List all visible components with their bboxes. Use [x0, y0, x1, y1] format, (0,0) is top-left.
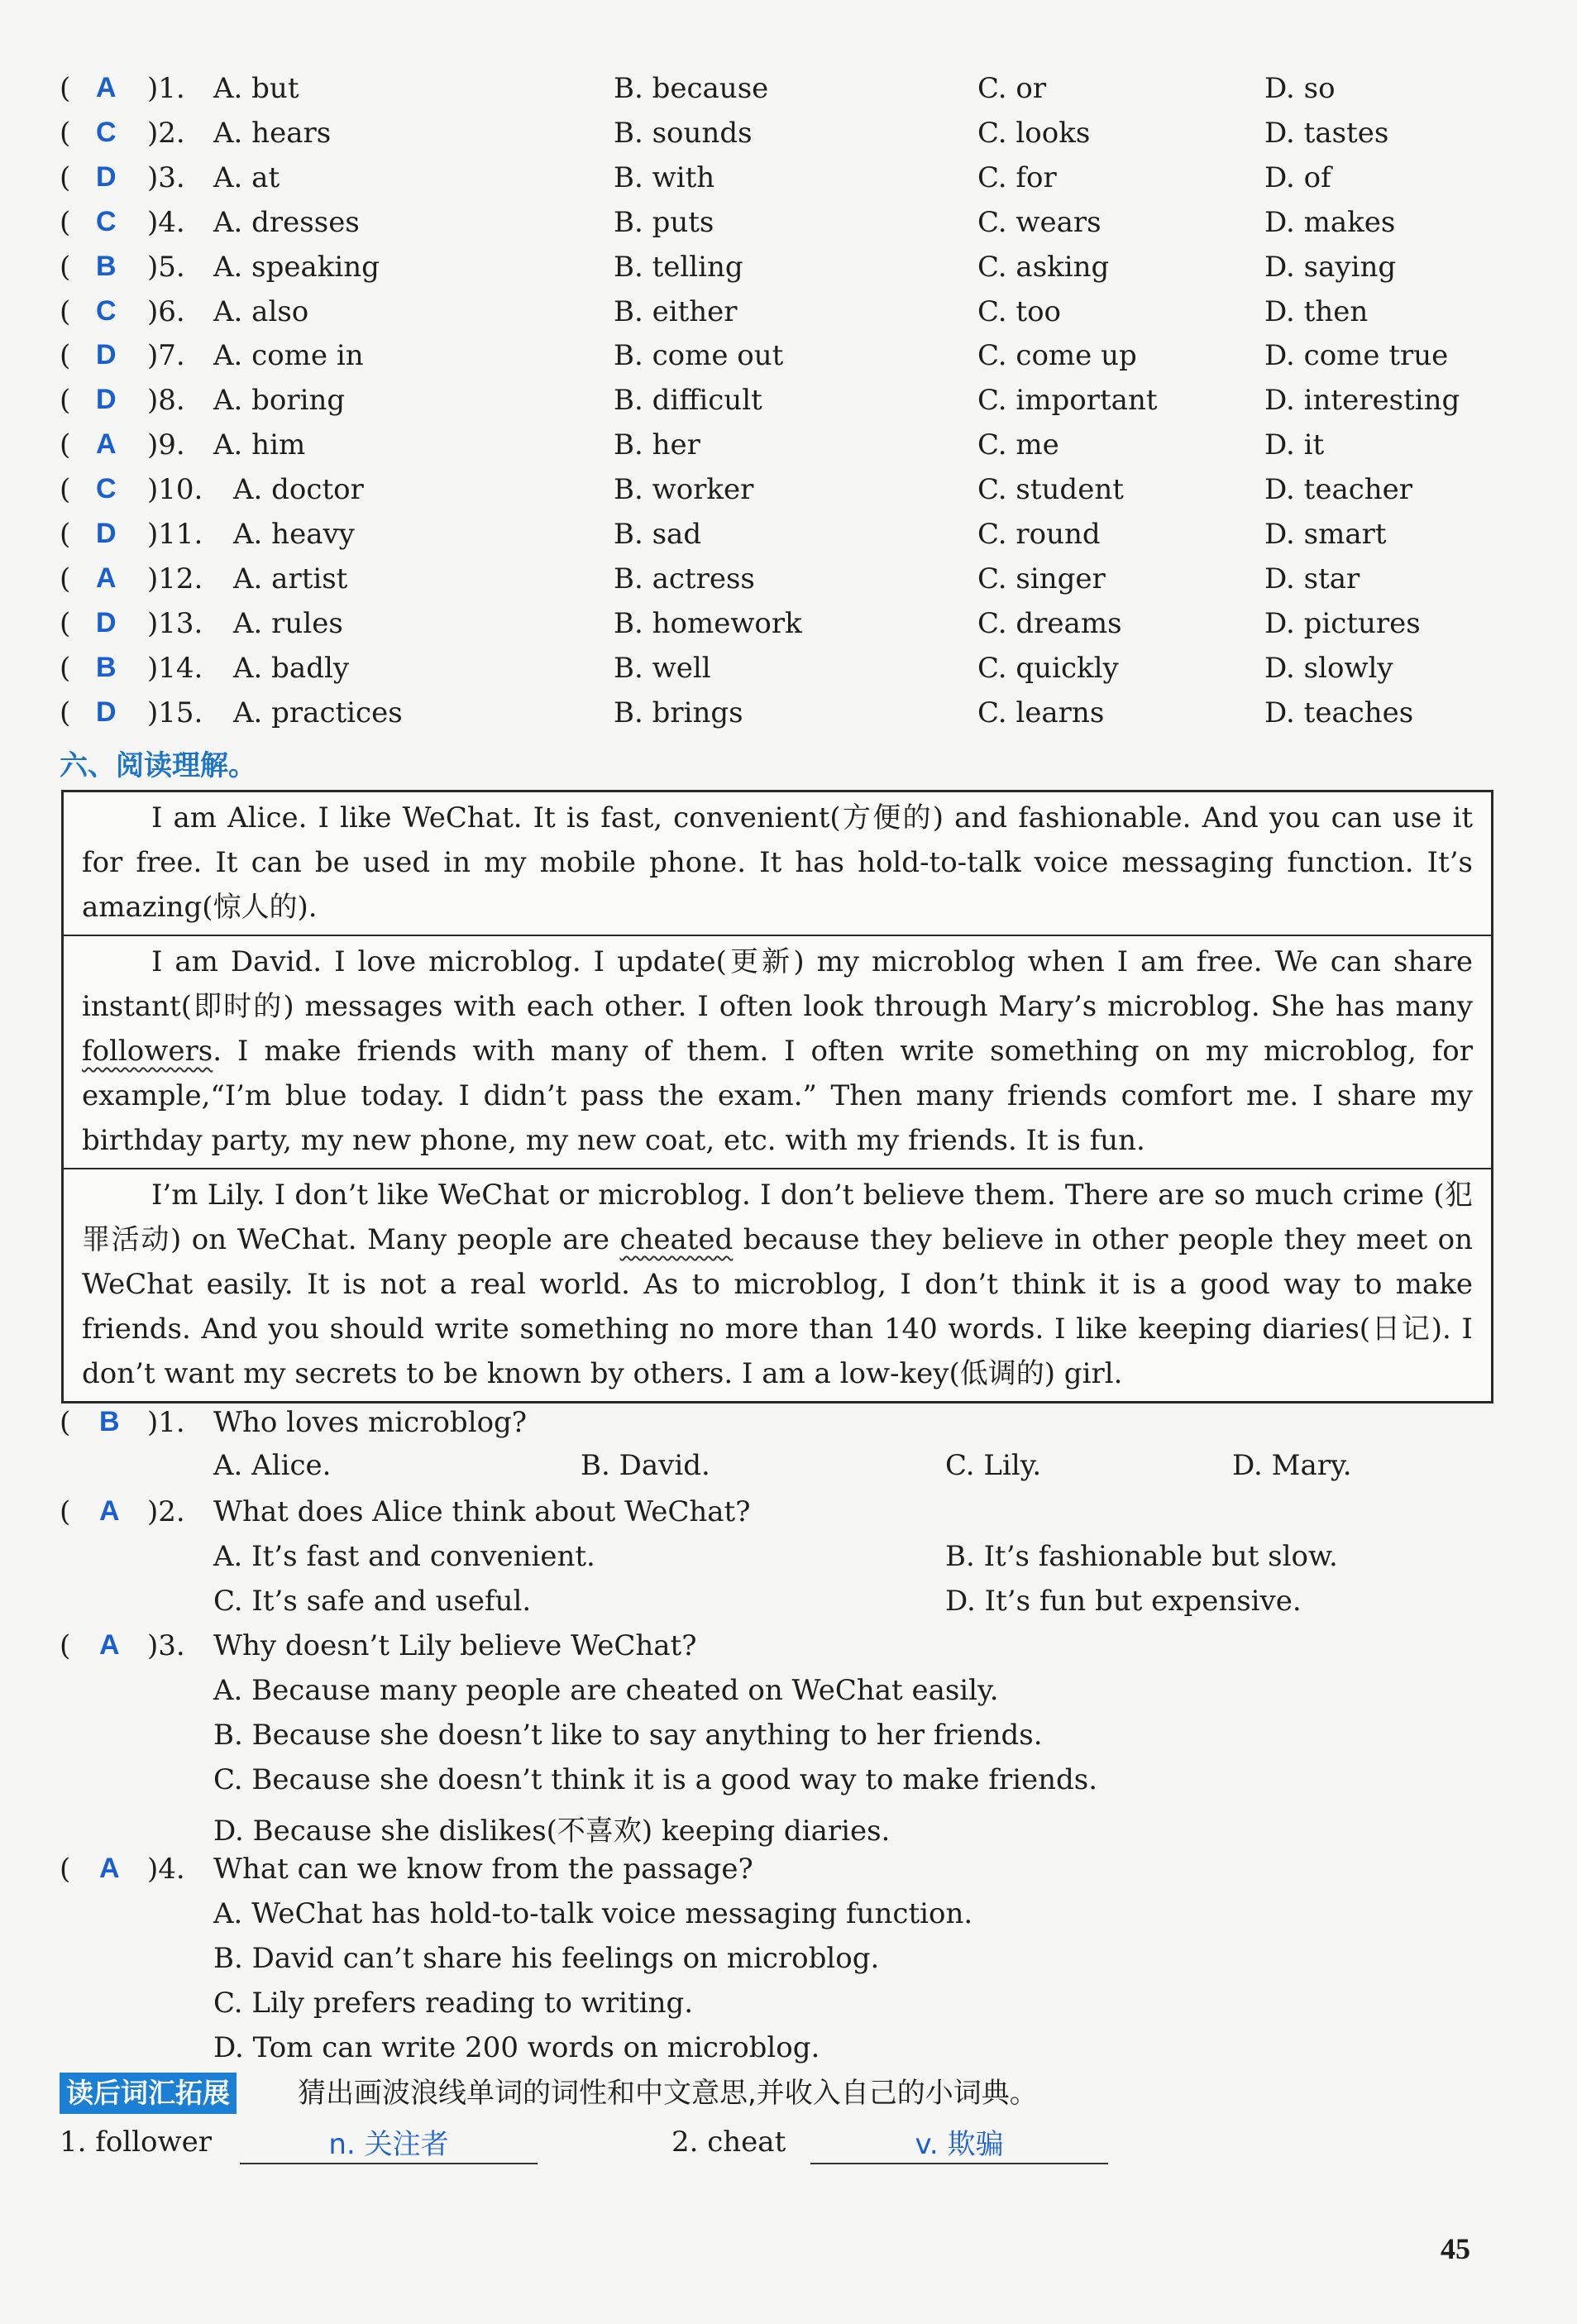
option-a: A. rules — [233, 606, 343, 640]
paren-open: ( — [60, 339, 71, 373]
question-number: )15. — [147, 696, 203, 729]
reading-passages — [61, 790, 1493, 1403]
option-c: C. me — [977, 428, 1059, 462]
answer-option: B. David. — [581, 1449, 710, 1482]
cloze-row — [60, 384, 1515, 428]
option-b: B. sounds — [614, 116, 753, 150]
answer-option: C. Lily prefers reading to writing. — [213, 1987, 694, 2020]
answer-letter: C — [96, 294, 117, 327]
option-c: C. student — [977, 473, 1124, 507]
option-b: B. her — [614, 428, 700, 462]
paren-open: ( — [60, 250, 71, 284]
paren-open: ( — [60, 1406, 71, 1439]
paren-open: ( — [60, 428, 71, 462]
option-d: D. so — [1264, 72, 1336, 105]
question-number: )13. — [147, 606, 203, 640]
cloze-row — [60, 251, 1515, 295]
option-c: C. looks — [977, 116, 1091, 150]
answer-option: A. Because many people are cheated on WeChat easily. — [213, 1674, 999, 1707]
option-b: B. actress — [614, 562, 755, 595]
option-b: B. sad — [614, 518, 702, 551]
cloze-row — [60, 339, 1515, 384]
option-d: D. teacher — [1264, 473, 1413, 507]
paren-open: ( — [60, 1853, 71, 1886]
cloze-row — [60, 473, 1515, 518]
option-d: D. saying — [1264, 250, 1397, 284]
question-number: )3. — [147, 160, 185, 194]
question-number: )2. — [147, 1495, 185, 1528]
passage-david-text-1: I am David. I love microblog. I update(更新) my microblog when I am free. We can share instant(即时的) messages with each other. I often look through Mary’s microblog. She has many — [82, 945, 1473, 1023]
question-number: )9. — [147, 428, 185, 462]
option-c: C. asking — [977, 250, 1110, 284]
paren-open: ( — [60, 1629, 71, 1662]
passage-alice — [64, 792, 1491, 935]
option-c: C. come up — [977, 339, 1137, 373]
paren-open: ( — [60, 606, 71, 640]
option-d: D. tastes — [1264, 116, 1389, 150]
answer-letter: C — [96, 473, 117, 505]
option-d: D. then — [1264, 294, 1369, 328]
question-number: )6. — [147, 294, 185, 328]
option-a: A. badly — [233, 651, 350, 685]
question-number: )4. — [147, 205, 185, 239]
paren-open: ( — [60, 518, 71, 551]
passage-david-text-2: . I make friends with many of them. I often write something on my microblog, for example,“I’m blue today. I didn’t pass the exam.” Then many friends comfort me. I share my birthday party, my new phone, my new coat, etc. with my friends. It is fun. — [82, 1035, 1473, 1157]
option-a: A. dresses — [213, 205, 360, 239]
question-number: )10. — [147, 473, 203, 507]
answer-option: A. WeChat has hold-to-talk voice messaging function. — [213, 1897, 973, 1930]
answer-letter: A — [96, 428, 117, 461]
answer-letter: C — [96, 205, 117, 237]
passage-lily-text-2: because they believe in other people they meet on WeChat easily. It is not a real world. As to microblog, I don’t think it is a good way to make friends. And you should write something no more than 140 words. I like keeping diaries(日记). I don’t want my secrets to be known by others. I am a low-key(低调的) girl. — [82, 1223, 1473, 1390]
option-b: B. come out — [614, 339, 784, 373]
paren-open: ( — [60, 651, 71, 685]
option-d: D. smart — [1264, 518, 1387, 551]
question-text: What can we know from the passage? — [213, 1853, 753, 1886]
answer-letter: A — [99, 1495, 120, 1527]
paren-open: ( — [60, 294, 71, 328]
question-number: )8. — [147, 384, 185, 418]
option-a: A. come in — [213, 339, 364, 373]
answer-option: D. It’s fun but expensive. — [945, 1585, 1302, 1618]
answer-letter: D — [96, 696, 117, 728]
option-d: D. teaches — [1264, 696, 1414, 729]
question-text: What does Alice think about WeChat? — [213, 1495, 751, 1528]
answer-letter: D — [96, 339, 117, 371]
answer-letter: B — [99, 1406, 120, 1437]
option-d: D. pictures — [1264, 606, 1421, 640]
cloze-row — [60, 72, 1515, 117]
option-a: A. boring — [213, 384, 346, 418]
vocab-answer-1: n. 关注者 — [240, 2121, 538, 2164]
question-number: )14. — [147, 651, 203, 685]
option-a: A. speaking — [213, 250, 380, 284]
option-c: C. or — [977, 72, 1047, 105]
option-b: B. well — [614, 651, 711, 685]
answer-letter: C — [96, 116, 117, 148]
option-b: B. difficult — [614, 384, 762, 418]
wavy-word-followers: followers — [82, 1035, 213, 1068]
question-number: )2. — [147, 116, 185, 150]
answer-letter: D — [96, 160, 117, 193]
option-d: D. of — [1264, 160, 1331, 194]
vocab-instruction: 猜出画波浪线单词的词性和中文意思,并收入自己的小词典。 — [298, 2077, 1038, 2110]
paren-open: ( — [60, 72, 71, 105]
answer-option: C. It’s safe and useful. — [213, 1585, 532, 1618]
answer-option: D. Tom can write 200 words on microblog. — [213, 2031, 820, 2064]
answer-option: A. It’s fast and convenient. — [213, 1540, 595, 1573]
paren-open: ( — [60, 1495, 71, 1528]
question-number: )12. — [147, 562, 203, 595]
paren-open: ( — [60, 205, 71, 239]
option-d: D. slowly — [1264, 651, 1393, 685]
answer-letter: A — [96, 562, 117, 594]
question-number: )1. — [147, 1406, 185, 1439]
answer-letter: B — [96, 651, 117, 683]
question-number: )4. — [147, 1853, 185, 1886]
option-b: B. because — [614, 72, 769, 105]
option-c: C. important — [977, 384, 1158, 418]
answer-letter: D — [96, 606, 117, 638]
option-d: D. it — [1264, 428, 1325, 462]
paren-open: ( — [60, 116, 71, 150]
paren-open: ( — [60, 160, 71, 194]
answer-letter: D — [96, 518, 117, 549]
answer-letter: A — [99, 1853, 120, 1884]
cloze-row — [60, 117, 1515, 161]
option-b: B. either — [614, 294, 738, 328]
option-c: C. wears — [977, 205, 1102, 239]
answer-letter: B — [96, 250, 117, 282]
vocab-item-1: 1. follower — [60, 2126, 212, 2159]
option-a: A. also — [213, 294, 309, 328]
vocab-item-2: 2. cheat — [671, 2126, 786, 2159]
question-text: Why doesn’t Lily believe WeChat? — [213, 1629, 697, 1662]
paren-open: ( — [60, 696, 71, 729]
cloze-row — [60, 161, 1515, 206]
option-a: A. him — [213, 428, 306, 462]
option-c: C. singer — [977, 562, 1106, 595]
question-number: )1. — [147, 72, 185, 105]
option-a: A. but — [213, 72, 299, 105]
answer-option: C. Because she doesn’t think it is a good way to make friends. — [213, 1763, 1098, 1796]
option-c: C. dreams — [977, 606, 1122, 640]
cloze-row — [60, 518, 1515, 562]
option-d: D. star — [1264, 562, 1360, 595]
cloze-row — [60, 428, 1515, 473]
option-b: B. puts — [614, 205, 714, 239]
option-b: B. brings — [614, 696, 743, 729]
option-a: A. heavy — [233, 518, 355, 551]
option-c: C. too — [977, 294, 1062, 328]
option-c: C. quickly — [977, 651, 1119, 685]
option-b: B. homework — [614, 606, 802, 640]
paren-open: ( — [60, 562, 71, 595]
paren-open: ( — [60, 384, 71, 418]
answer-option: B. It’s fashionable but slow. — [945, 1540, 1338, 1573]
passage-alice-text: I am Alice. I like WeChat. It is fast, convenient(方便的) and fashionable. And you can use it for free. It can be used in my mobile phone. It has hold-to-talk voice messaging function. It’s amazing(惊人的). — [82, 801, 1473, 924]
option-d: D. come true — [1264, 339, 1449, 373]
question-number: )11. — [147, 518, 203, 551]
wavy-word-cheated: cheated — [619, 1223, 734, 1256]
answer-letter: A — [96, 72, 117, 103]
vocab-answer-2: v. 欺骗 — [810, 2121, 1108, 2164]
cloze-row — [60, 607, 1515, 652]
passage-lily — [64, 1168, 1491, 1401]
vocab-extension-label: 读后词汇拓展 — [60, 2073, 237, 2114]
option-c: C. learns — [977, 696, 1105, 729]
passage-lily-text-1: I’m Lily. I don’t like WeChat or microblog. I don’t believe them. There are so much crime (犯罪活动) on WeChat. Many people are — [82, 1179, 1473, 1256]
option-c: C. for — [977, 160, 1057, 194]
cloze-row — [60, 652, 1515, 696]
answer-letter: D — [96, 384, 117, 416]
answer-option: C. Lily. — [945, 1449, 1042, 1482]
cloze-row — [60, 696, 1515, 741]
question-number: )5. — [147, 250, 185, 284]
cloze-row — [60, 206, 1515, 251]
option-a: A. doctor — [233, 473, 364, 507]
answer-option: B. David can’t share his feelings on microblog. — [213, 1942, 880, 1975]
option-a: A. at — [213, 160, 280, 194]
answer-option: B. Because she doesn’t like to say anything to her friends. — [213, 1719, 1043, 1752]
question-number: )3. — [147, 1629, 185, 1662]
page-number: 45 — [1441, 2232, 1470, 2265]
option-c: C. round — [977, 518, 1101, 551]
answer-option: A. Alice. — [213, 1449, 332, 1482]
option-a: A. artist — [233, 562, 348, 595]
question-number: )7. — [147, 339, 185, 373]
answer-option: D. Because she dislikes(不喜欢) keeping diaries. — [213, 1815, 891, 1848]
option-a: A. practices — [233, 696, 403, 729]
answer-letter: A — [99, 1629, 120, 1661]
passage-david — [64, 935, 1491, 1168]
option-b: B. worker — [614, 473, 754, 507]
option-d: D. makes — [1264, 205, 1396, 239]
question-text: Who loves microblog? — [213, 1406, 528, 1439]
option-a: A. hears — [213, 116, 332, 150]
cloze-row — [60, 562, 1515, 607]
section-title: 六、阅读理解。 — [60, 749, 256, 782]
option-b: B. with — [614, 160, 715, 194]
answer-option: D. Mary. — [1232, 1449, 1352, 1482]
paren-open: ( — [60, 473, 71, 507]
option-d: D. interesting — [1264, 384, 1460, 418]
option-b: B. telling — [614, 250, 743, 284]
cloze-row — [60, 295, 1515, 340]
